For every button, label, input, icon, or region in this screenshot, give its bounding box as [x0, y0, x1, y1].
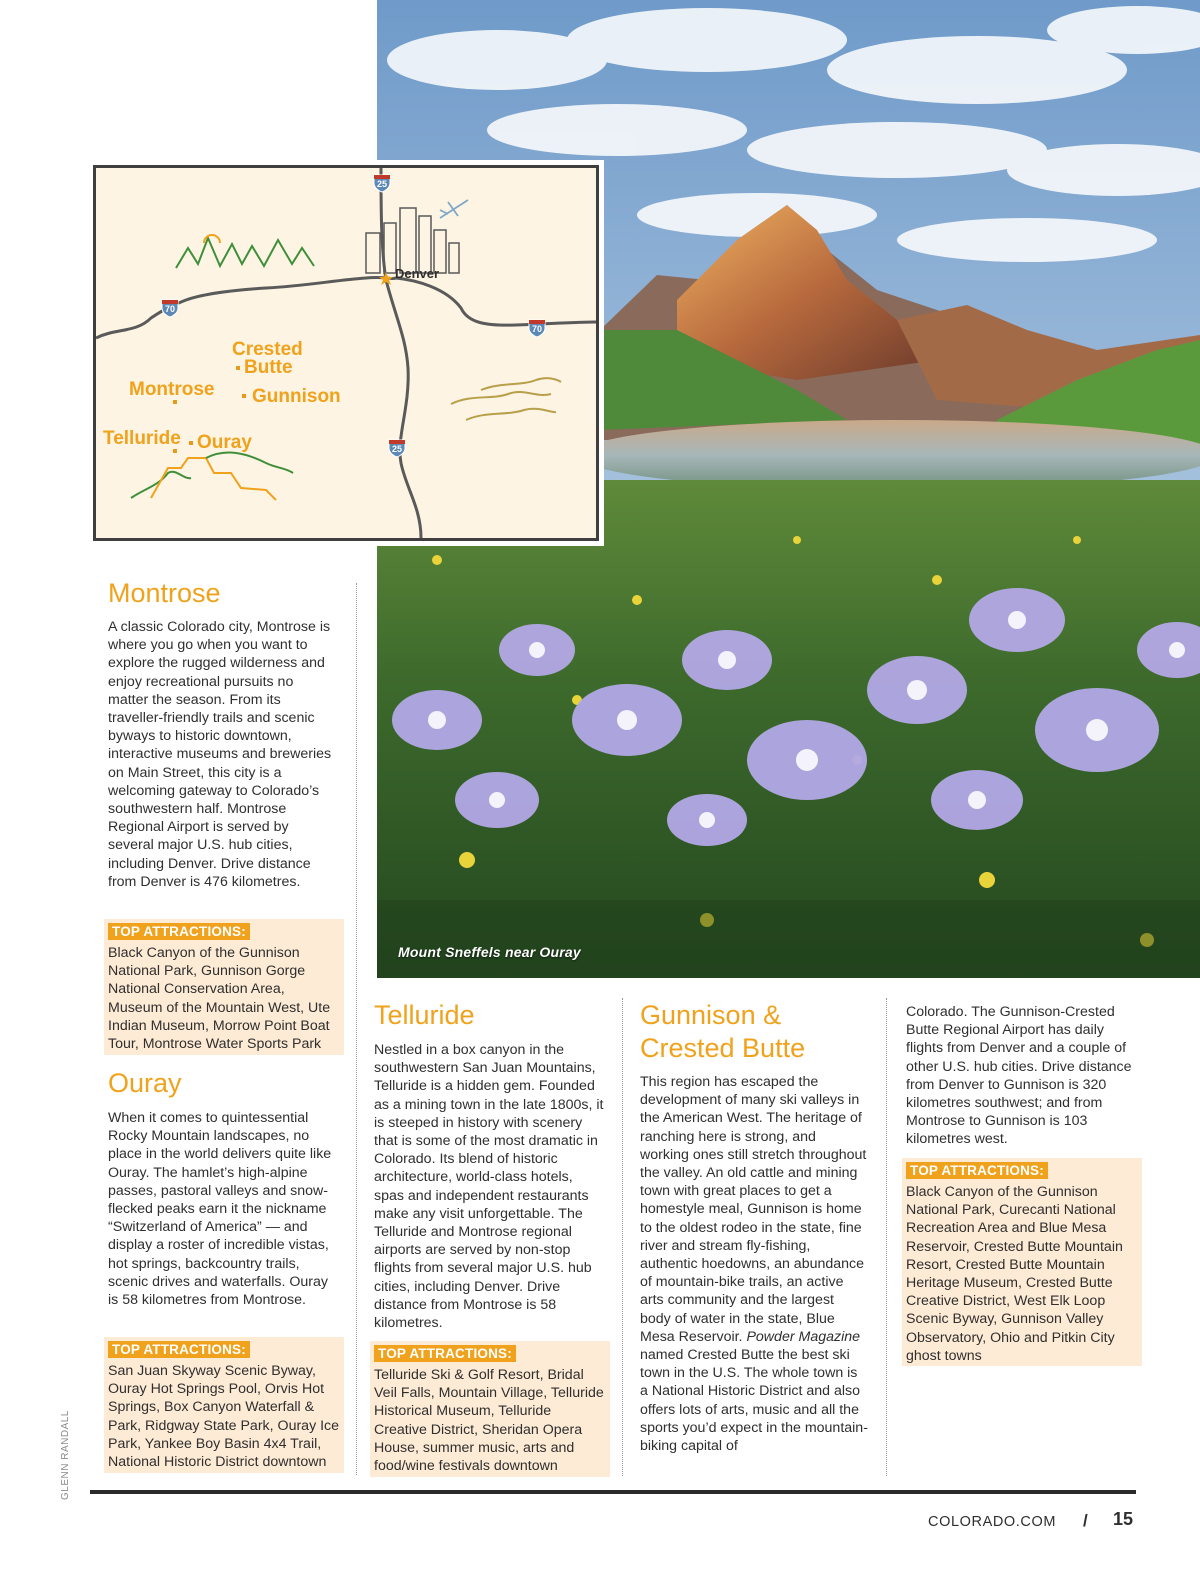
ouray-attractions-title: TOP ATTRACTIONS:	[108, 1341, 250, 1358]
gunnison-body-magazine: Powder Magazine	[746, 1328, 861, 1345]
ouray-attractions	[104, 1337, 344, 1473]
map-label-montrose: Montrose	[129, 379, 215, 400]
map-label-telluride: Telluride	[103, 428, 181, 449]
gunnison-attractions	[902, 1158, 1142, 1366]
gunnison-body-continued: Colorado. The Gunnison-Crested Butte Regional Airport has daily flights from Denver and a couple of other U.S. hub cities. Drive distance from Denver to Gunnison is 320 kilometres southwest; and from Montrose to Gunnison is 103 kilometres west.	[906, 1004, 1132, 1148]
map-dot-gunnison	[242, 394, 246, 398]
map-dot-telluride	[173, 449, 177, 453]
telluride-attractions-text: Telluride Ski & Golf Resort, Bridal Veil Falls, Mountain Village, Telluride Historical Museum, Telluride Creative District, Sheridan Opera House, summer music, arts and food/wine festivals downtown	[374, 1367, 604, 1475]
column-divider-3	[886, 998, 887, 1476]
i70-shield-east-label: 70	[531, 324, 542, 334]
i25-shield-south	[388, 438, 406, 458]
i25-shield-south-label: 25	[391, 444, 402, 454]
montrose-attractions-title: TOP ATTRACTIONS:	[108, 923, 250, 940]
map-label-crested: Crested	[232, 339, 303, 360]
gunnison-attractions-text: Black Canyon of the Gunnison National Park, Curecanti National Recreation Area and Blue Mesa Reservoir, Crested Butte Mountain Resort, Crested Butte Mountain Heritage Museum, Crested Butte Creative District, West Elk Loop Scenic Byway, Gunnison Valley Observatory, Ohio and Pitkin City ghost towns	[906, 1184, 1123, 1364]
footer-separator: /	[1083, 1511, 1088, 1530]
map-dot-crested-butte	[236, 366, 240, 370]
telluride-attractions-title: TOP ATTRACTIONS:	[374, 1345, 516, 1362]
ouray-attractions-text: San Juan Skyway Scenic Byway, Ouray Hot Springs Pool, Orvis Hot Springs, Box Canyon Waterfall & Park, Ridgway State Park, Ouray Ice Park, Yankee Boy Basin 4x4 Trail, National Historic District downtown	[108, 1363, 340, 1471]
map-dot-montrose	[173, 400, 177, 404]
photo-credit-text: GLENN RANDALL	[60, 1410, 71, 1500]
montrose-attractions	[104, 919, 344, 1055]
gunnison-heading-line1: Gunnison &	[640, 1000, 782, 1030]
map-dot-ouray	[189, 441, 193, 445]
map-label-gunnison: Gunnison	[252, 386, 341, 407]
montrose-attractions-text: Black Canyon of the Gunnison National Park, Gunnison Gorge National Conservation Area, Museum of the Mountain West, Ute Indian Museum, Morrow Point Boat Tour, Montrose Water Sports Park	[108, 945, 331, 1053]
montrose-heading: Montrose	[108, 578, 221, 608]
montrose-body: A classic Colorado city, Montrose is where you go when you want to explore the rugged wilderness and enjoy recreational pursuits no matter the season. From its traveller-friendly trails and scenic byways to historic downtown, interactive museums and breweries on Main Street, this city is a welcoming gateway to Colorado’s southwestern half. Montrose Regional Airport is served by several major U.S. hub cities, including Denver. Drive distance from Denver is 476 kilometres.	[108, 619, 332, 890]
telluride-heading: Telluride	[374, 1000, 475, 1030]
photo-caption: Mount Sneffels near Ouray	[398, 944, 581, 960]
map-label-ouray: Ouray	[197, 432, 252, 453]
telluride-body: Nestled in a box canyon in the southwestern San Juan Mountains, Telluride is a hidden gem. Founded as a mining town in the late 1800s, it is steeped in history with scenery that is some of the most dramatic in Colorado. Its blend of historic architecture, world-class hotels, spas and independent restaurants make any visit unforgettable. The Telluride and Montrose regional airports are served by non-stop flights from several major U.S. hub cities, including Denver. Drive distance from Montrose is 58 kilometres.	[374, 1042, 604, 1332]
gunnison-body-part2: named Crested Butte the best ski town in the U.S. The whole town is a National Historic District and also offers lots of arts, music and all the sports you’d expect in the mountain-biking capital of	[640, 1347, 868, 1455]
i70-shield-east	[528, 318, 546, 338]
i25-shield-north	[373, 173, 391, 193]
footer-rule	[90, 1490, 1136, 1494]
footer-site-link[interactable]: COLORADO.COM	[928, 1514, 1057, 1530]
colorado-map	[93, 165, 599, 541]
gunnison-body-part1: This region has escaped the development of many ski valleys in the American West. The heritage of ranching here is strong, and working ones still stretch throughout the valley. An old cattle and mining town with great places to get a homestyle meal, Gunnison is home to the oldest rodeo in the state, fine river and stream fly-fishing, authentic hoedowns, an abundance of mountain-bike trails, an active arts community and the largest body of water in the state, Blue Mesa Reservoir.	[640, 1074, 867, 1345]
map-roads	[96, 168, 596, 538]
telluride-attractions	[370, 1341, 610, 1477]
gunnison-heading	[640, 999, 805, 1065]
map-label-butte: Butte	[244, 357, 293, 378]
page-number: 15	[1113, 1509, 1134, 1529]
i70-shield-west-label: 70	[164, 304, 175, 314]
i70-shield-west	[161, 298, 179, 318]
gunnison-body	[640, 1073, 868, 1455]
i25-shield-north-label: 25	[376, 179, 387, 189]
ouray-body: When it comes to quintessential Rocky Mountain landscapes, no place in the world delivers quite like Ouray. The hamlet’s high-alpine passes, pastoral valleys and snow-flecked peaks earn it the nickname “Switzerland of America” — and display a roster of incredible vistas, hot springs, backcountry trails, scenic drives and waterfalls. Ouray is 58 kilometres from Montrose.	[108, 1110, 332, 1309]
ouray-heading: Ouray	[108, 1068, 182, 1098]
map-label-denver: Denver	[395, 266, 440, 281]
photo-credit	[58, 1410, 78, 1500]
gunnison-attractions-title: TOP ATTRACTIONS:	[906, 1162, 1048, 1179]
column-divider-1	[356, 583, 357, 1475]
column-divider-2	[622, 998, 623, 1476]
gunnison-heading-line2: Crested Butte	[640, 1033, 806, 1063]
